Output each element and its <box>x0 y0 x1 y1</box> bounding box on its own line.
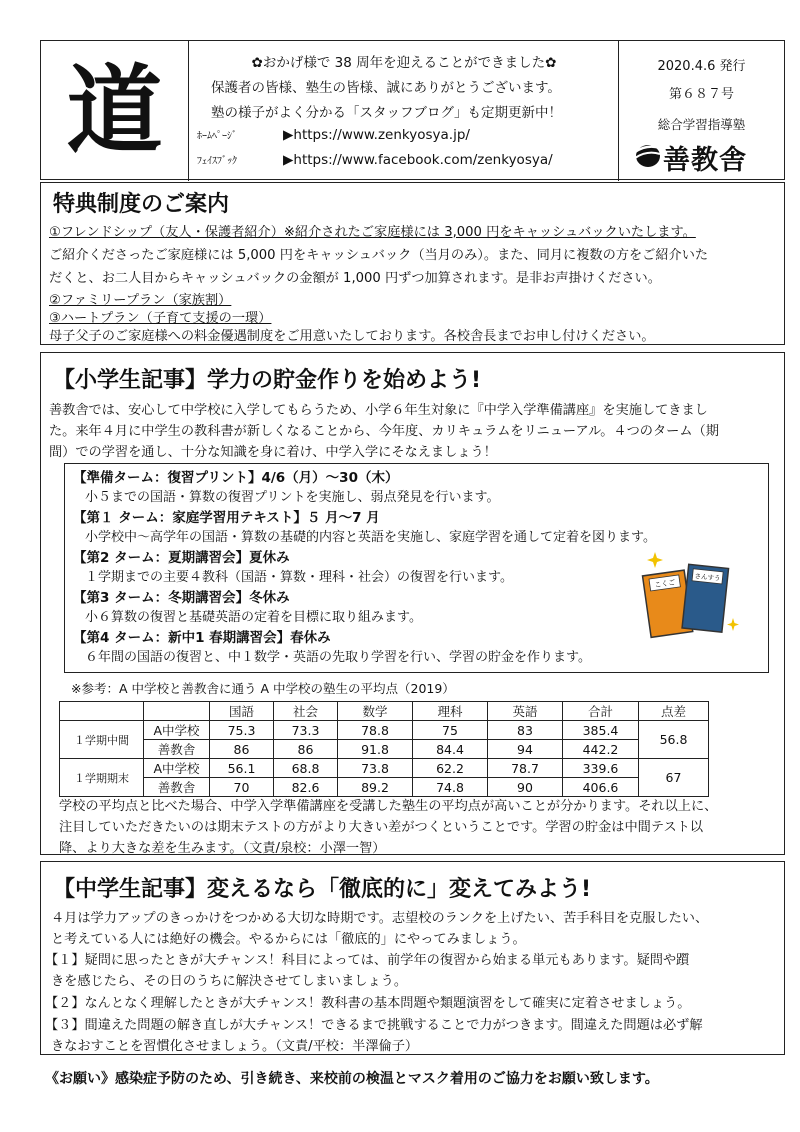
header-sugaku: 数学 <box>338 702 413 721</box>
intro-line: 善教舎では、安心して中学校に入学してもらうため、小学６年生対象に『中学入学準備講座』を実施してきまし <box>49 403 708 418</box>
score-table <box>59 701 709 797</box>
logo-swoosh-icon <box>633 142 661 168</box>
junior-line: ４月は学力アップのきっかけをつかめる大切な時期です。志望校のランクを上げたい、苦手科目を克服したい、 <box>51 911 709 926</box>
logo-text: 善教舎 <box>663 145 747 176</box>
outro-line: 降、より大きな差を生みます。（文責/泉校：小澤一智） <box>59 841 386 856</box>
score-cell: 82.6 <box>274 778 338 797</box>
total-cell: 385.4 <box>563 721 639 740</box>
facebook-link[interactable]: ▶https://www.facebook.com/zenkyosya/ <box>283 152 553 168</box>
kokugo-book-label: こくご <box>653 578 676 590</box>
intro-line: た。来年４月に中学生の教科書が新しくなることから、今年度、カリキュラムをリニューアル。４つのターム（期 <box>49 424 719 439</box>
term-desc: 小６算数の復習と基礎英語の定着を目標に取り組みます。 <box>85 610 422 625</box>
masthead-kanji: 道 <box>41 41 189 181</box>
term-cell: １学期期末 <box>60 759 144 797</box>
homepage-label: ﾎｰﾑﾍﾟｰｼﾞ <box>197 131 237 142</box>
benefits-section <box>40 182 785 345</box>
score-cell: 62.2 <box>413 759 488 778</box>
table-row <box>60 778 709 797</box>
header-kokugo: 国語 <box>210 702 274 721</box>
score-cell: 73.3 <box>274 721 338 740</box>
issue-number: 第６８７号 <box>668 87 734 102</box>
junior-line: きを感じたら、その日のうちに解決させてしまいましょう。 <box>51 974 408 989</box>
outro-line: 注目していただきたいのは期末テストの方がより大きい差がつくということです。学習の貯金は中間テスト以 <box>59 820 704 835</box>
benefits-title: 特典制度のご案内 <box>53 192 230 217</box>
facebook-row <box>197 152 627 168</box>
term-cell: １学期中間 <box>60 721 144 759</box>
header-eigo: 英語 <box>488 702 563 721</box>
outro-line: 学校の平均点と比べた場合、中学入学準備講座を受講した塾生の平均点が高いことが分かります。それ以上に、 <box>59 799 718 814</box>
row-name: A中学校 <box>144 759 210 778</box>
diff-cell: 67 <box>639 759 709 797</box>
issue-info <box>619 41 784 181</box>
benefit-line: ①フレンドシップ（友人・保護者紹介）※紹介されたご家庭様には 3,000 円をキャッシュバックいたします。 <box>49 225 696 240</box>
score-cell: 75 <box>413 721 488 740</box>
header-diff: 点差 <box>639 702 709 721</box>
intro-line: 間）での学習を通し、十分な知識を身に着け、中学入学にそなえましょう！ <box>49 445 497 460</box>
score-cell: 78.7 <box>488 759 563 778</box>
total-cell: 442.2 <box>563 740 639 759</box>
terms-box <box>64 463 769 673</box>
thanks-line: 保護者の皆様、塾生の皆様、誠にありがとうございます。 <box>211 80 561 96</box>
term-desc: 小５までの国語・算数の復習プリントを実施し、弱点発見を行います。 <box>85 490 500 505</box>
junior-line: 【１】疑問に思ったときが大チャンス！科目によっては、前学年の復習から始まる単元もあります。疑問や躓 <box>45 953 690 968</box>
score-cell: 89.2 <box>338 778 413 797</box>
table-row <box>60 740 709 759</box>
header-rika: 理科 <box>413 702 488 721</box>
term-title: 【第１ ターム：家庭学習用テキスト】５ 月～7 月 <box>73 510 380 526</box>
term-title: 【第2 ターム：夏期講習会】夏休み <box>73 550 290 566</box>
table-note: ※参考：A 中学校と善教舎に通う A 中学校の塾生の平均点（2019） <box>71 681 455 696</box>
score-cell: 74.8 <box>413 778 488 797</box>
term-title: 【第3 ターム：冬期講習会】冬休み <box>73 590 290 606</box>
table-header-row <box>60 702 709 721</box>
footer-request: 《お願い》感染症予防のため、引き続き、来校前の検温とマスク着用のご協力をお願い致します。 <box>45 1071 659 1087</box>
junior-line: きなおすことを習慣化させましょう。（文責/平校：半澤倫子） <box>51 1039 419 1054</box>
header-total: 合計 <box>563 702 639 721</box>
homepage-row <box>197 127 627 143</box>
row-name: 善教舎 <box>144 740 210 759</box>
junior-title: 【中学生記事】変えるなら「徹底的に」変えてみよう! <box>53 877 592 902</box>
elementary-title: 【小学生記事】学力の貯金作りを始めよう! <box>53 368 482 393</box>
benefit-line: 母子父子のご家庭様への料金優遇制度をご用意いたしております。各校舎長までお申し付けください。 <box>49 329 655 344</box>
school-tagline: 総合学習指導塾 <box>657 117 746 132</box>
sansu-book-label: さんすう <box>694 572 721 583</box>
term-desc: 小学校中～高学年の国語・算数の基礎的内容と英語を実施し、家庭学習を通して定着を図ります。 <box>85 530 656 545</box>
facebook-label: ﾌｪｲｽﾌﾞｯｸ <box>197 156 237 167</box>
anniversary-line: ✿おかげ様で 38 周年を迎えることができました✿ <box>251 55 557 71</box>
total-cell: 406.6 <box>563 778 639 797</box>
blog-line: 塾の様子がよく分かる「スタッフブログ」も定期更新中！ <box>211 105 562 121</box>
junior-line: 【２】なんとなく理解したときが大チャンス！教科書の基本問題や類題演習をして確実に定着させましょう。 <box>45 996 691 1011</box>
family-plan: ②ファミリープラン（家族割） <box>49 293 232 308</box>
school-logo <box>633 138 773 176</box>
score-cell: 86 <box>274 740 338 759</box>
total-cell: 339.6 <box>563 759 639 778</box>
score-cell: 75.3 <box>210 721 274 740</box>
score-cell: 78.8 <box>338 721 413 740</box>
score-cell: 68.8 <box>274 759 338 778</box>
textbooks-illustration <box>633 546 743 646</box>
term-desc: １学期までの主要４教科（国語・算数・理科・社会）の復習を行います。 <box>85 570 513 585</box>
score-cell: 70 <box>210 778 274 797</box>
benefit-line: だくと、お二人目からキャッシュバックの金額が 1,000 円ずつ加算されます。是非お声掛けください。 <box>49 271 661 286</box>
diff-cell: 56.8 <box>639 721 709 759</box>
junior-line: 【３】間違えた問題の解き直しが大チャンス！できるまで挑戦することで力がつきます。間違えた問題は必ず解 <box>45 1018 703 1033</box>
score-cell: 94 <box>488 740 563 759</box>
masthead <box>40 40 785 180</box>
row-name: 善教舎 <box>144 778 210 797</box>
homepage-link[interactable]: ▶https://www.zenkyosya.jp/ <box>283 127 470 143</box>
score-cell: 84.4 <box>413 740 488 759</box>
table-row <box>60 759 709 778</box>
issue-date: 2020.4.6 発行 <box>657 59 746 74</box>
score-cell: 73.8 <box>338 759 413 778</box>
term-desc: ６年間の国語の復習と、中１数学・英語の先取り学習を行い、学習の貯金を作ります。 <box>85 650 591 665</box>
score-cell: 83 <box>488 721 563 740</box>
score-cell: 90 <box>488 778 563 797</box>
score-cell: 86 <box>210 740 274 759</box>
term-title: 【準備ターム：復習プリント】4/6（月）～30（木） <box>73 470 399 486</box>
term-title: 【第4 ターム：新中1 春期講習会】春休み <box>73 630 331 646</box>
masthead-message <box>189 41 619 181</box>
junior-section <box>40 861 785 1055</box>
score-cell: 56.1 <box>210 759 274 778</box>
elementary-section <box>40 352 785 855</box>
score-cell: 91.8 <box>338 740 413 759</box>
heart-plan: ③ハートプラン（子育て支援の一環） <box>49 311 272 326</box>
row-name: A中学校 <box>144 721 210 740</box>
header-shakai: 社会 <box>274 702 338 721</box>
junior-line: と考えている人には絶好の機会。やるからには「徹底的」にやってみましょう。 <box>51 932 526 947</box>
benefit-line: ご紹介くださったご家庭様には 5,000 円をキャッシュバック（当月のみ）。また、同月に複数の方をご紹介いた <box>49 248 709 263</box>
table-row <box>60 721 709 740</box>
